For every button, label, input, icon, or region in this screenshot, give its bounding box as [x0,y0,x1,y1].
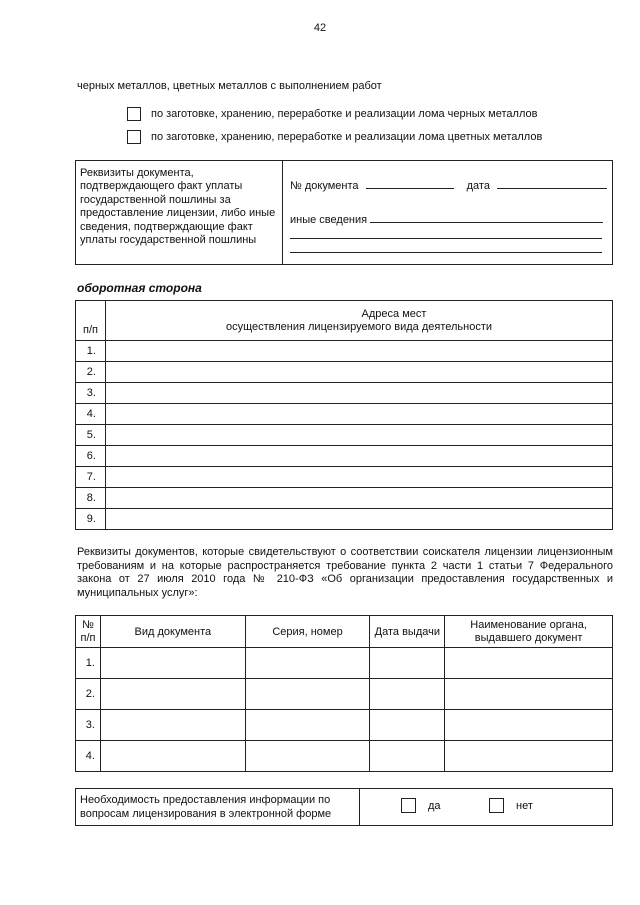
doc-series-cell[interactable] [245,741,370,772]
doc-col-series: Серия, номер [245,616,370,648]
yes-label: да [428,799,441,812]
table-row [76,741,613,772]
doc-col-issuer-line2: выдавшего документ [474,631,583,644]
other-info-line-3[interactable] [290,252,602,253]
doc-type-cell[interactable] [100,679,245,710]
state-fee-fields [284,161,612,264]
option-no [489,798,533,813]
table-row [76,710,613,741]
row-number: 1. [76,341,106,362]
date-field[interactable] [497,177,607,189]
doc-type-cell[interactable] [100,648,245,679]
doc-series-cell[interactable] [245,679,370,710]
table-row [76,404,613,425]
other-info-label: иные сведения [290,214,368,226]
table-row [76,648,613,679]
address-cell[interactable] [105,362,612,383]
row-number: 7. [76,467,106,488]
doc-date-cell[interactable] [370,741,445,772]
checkbox-label-ferrous: по заготовке, хранению, переработке и реализации лома черных металлов [151,108,538,120]
address-cell[interactable] [105,509,612,530]
no-label: нет [516,799,533,812]
address-cell[interactable] [105,467,612,488]
address-cell[interactable] [105,425,612,446]
date-label: дата [466,180,490,192]
row-number: 2. [76,679,101,710]
checkbox-row-ferrous [127,107,537,121]
doc-number-field[interactable] [366,177,454,189]
doc-col-num-line2: п/п [80,631,96,644]
table-row [76,383,613,404]
doc-issuer-cell[interactable] [445,648,613,679]
page-number: 42 [313,22,327,34]
addresses-col-address [105,301,612,341]
row-number: 5. [76,425,106,446]
address-cell[interactable] [105,341,612,362]
row-number: 3. [76,710,101,741]
doc-series-cell[interactable] [245,648,370,679]
table-row [76,341,613,362]
addresses-header-line1: Адреса мест [361,307,427,320]
electronic-info-block [75,788,613,826]
address-cell[interactable] [105,383,612,404]
checkbox-row-nonferrous [127,130,542,144]
table-row [76,509,613,530]
row-number: 4. [76,741,101,772]
doc-col-issuer-line1: Наименование органа, [470,618,587,631]
row-number: 3. [76,383,106,404]
checkbox-label-nonferrous: по заготовке, хранению, переработке и реализации лома цветных металлов [151,131,543,143]
address-cell[interactable] [105,488,612,509]
doc-number-label: № документа [290,180,359,192]
addresses-col-num: п/п [76,301,106,341]
addresses-header-line2: осуществления лицензируемого вида деятельности [225,320,493,333]
addresses-table [75,300,613,530]
doc-date-cell[interactable] [370,648,445,679]
row-number: 9. [76,509,106,530]
doc-date-cell[interactable] [370,679,445,710]
doc-col-type: Вид документа [100,616,245,648]
table-row [76,362,613,383]
row-number: 2. [76,362,106,383]
checkbox-yes[interactable] [401,798,416,813]
addresses-header-row [76,301,613,341]
option-yes [401,798,441,813]
documents-table [75,615,613,772]
reverse-side-title: оборотная сторона [77,281,202,295]
address-cell[interactable] [105,404,612,425]
doc-col-num-line1: № [82,618,94,631]
row-number: 6. [76,446,106,467]
doc-date-cell[interactable] [370,710,445,741]
doc-issuer-cell[interactable] [445,741,613,772]
doc-type-cell[interactable] [100,741,245,772]
doc-col-issuer [445,616,613,648]
documents-paragraph: Реквизиты документов, которые свидетельствуют о соответствии соискателя лицензии лицензионным требованиям и на которые распространяется требование пункта 2 части 1 статьи 7 Федерального закона от 27 июля 2010 года № 210-ФЗ «Об организации предоставления государственных и муниципальных услуг»: [77,546,613,599]
electronic-info-label: Необходимость предоставления информации по вопросам лицензирования в электронной форме [76,789,360,825]
other-info-field[interactable] [370,211,603,223]
row-number: 8. [76,488,106,509]
doc-issuer-cell[interactable] [445,679,613,710]
doc-col-num [76,616,101,648]
table-row [76,425,613,446]
state-fee-label: Реквизиты документа, подтверждающего факт уплаты государственной пошлины за предоставление лицензии, либо иные сведения, подтверждающие факт уплаты государственной пошлины [76,161,283,264]
intro-line: черных металлов, цветных металлов с выполнением работ [77,80,382,92]
documents-header-row [76,616,613,648]
other-info-line-2[interactable] [290,238,602,239]
row-number: 4. [76,404,106,425]
checkbox-ferrous[interactable] [127,107,141,121]
state-fee-block [75,160,613,265]
table-row [76,488,613,509]
table-row [76,679,613,710]
doc-type-cell[interactable] [100,710,245,741]
table-row [76,446,613,467]
table-row [76,467,613,488]
row-number: 1. [76,648,101,679]
doc-series-cell[interactable] [245,710,370,741]
checkbox-nonferrous[interactable] [127,130,141,144]
address-cell[interactable] [105,446,612,467]
doc-col-date: Дата выдачи [370,616,445,648]
doc-issuer-cell[interactable] [445,710,613,741]
checkbox-no[interactable] [489,798,504,813]
